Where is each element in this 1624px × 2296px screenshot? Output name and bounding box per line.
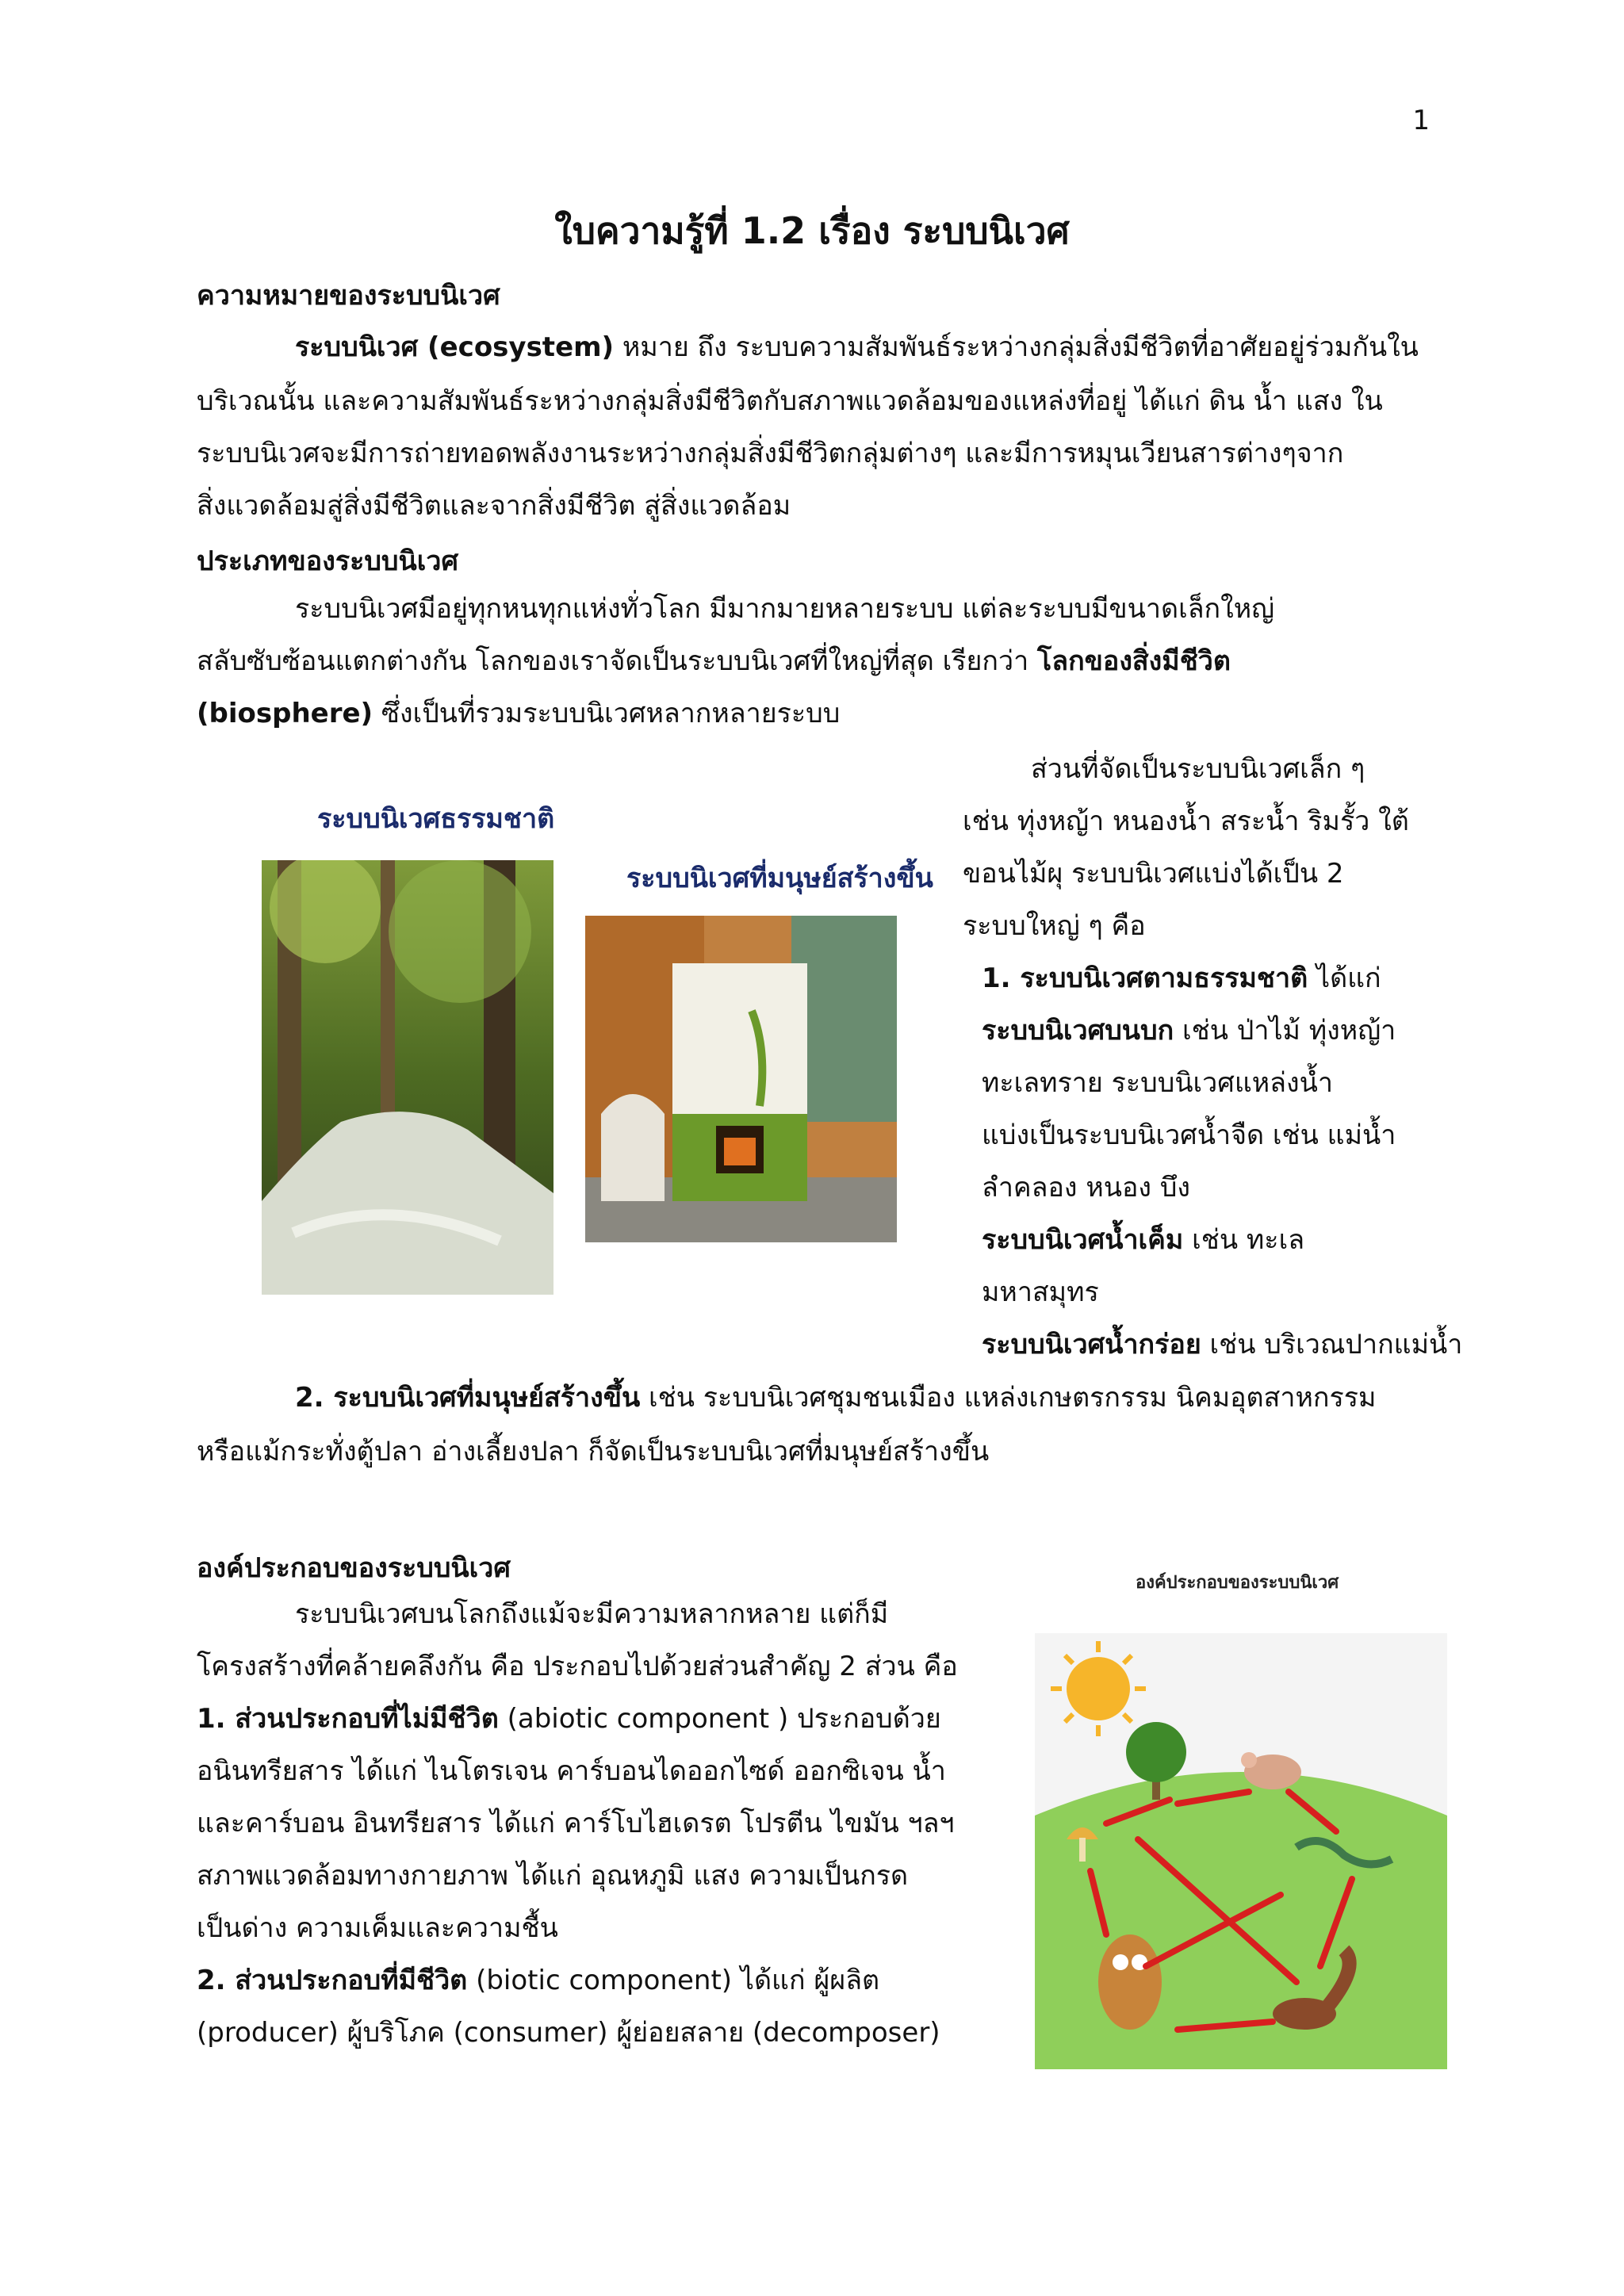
paragraph-line: (biosphere) ซึ่งเป็นที่รวมระบบนิเวศหลากหลายระบบ bbox=[197, 698, 841, 729]
ecosystem-components-illustration bbox=[1035, 1633, 1447, 2069]
paragraph-line: สิ่งแวดล้อมสู่สิ่งมีชีวิตและจากสิ่งมีชีวิต สู่สิ่งแวดล้อม bbox=[197, 490, 791, 522]
forest-stream-image bbox=[262, 860, 553, 1295]
man-made-ecosystem-caption: ระบบนิเวศที่มนุษย์สร้างขึ้น bbox=[626, 863, 933, 894]
paragraph-line: ระบบนิเวศมีอยู่ทุกหนทุกแห่งทั่วโลก มีมากมายหลายระบบ แต่ละระบบมีขนาดเล็กใหญ่ bbox=[295, 593, 1275, 625]
document-title: ใบความรู้ที่ 1.2 เรื่อง ระบบนิเวศ bbox=[554, 209, 1070, 252]
paragraph-line: ระบบนิเวศจะมีการถ่ายทอดพลังงานระหว่างกลุ่มสิ่งมีชีวิตกลุ่มต่างๆ และมีการหมุนเวียนสารต่างๆจาก bbox=[197, 438, 1344, 469]
heading-ecosystem-components: องค์ประกอบของระบบนิเวศ bbox=[197, 1552, 511, 1584]
page-number: 1 bbox=[1412, 105, 1430, 136]
ecosystem-types-column: ส่วนที่จัดเป็นระบบนิเวศเล็ก ๆ เช่น ทุ่งหญ้า หนองน้ำ สระน้ำ ริมรั้ว ใต้ ขอนไม้ผุ ระบบนิเวศแบ่งได้เป็น 2 ระบบใหญ่ ๆ คือ 1. ระบบนิเวศตามธรรมชาติ ได้แก่ ระบบนิเวศบนบก เช่น ป่าไม้ ทุ่งหญ้า ทะเลทราย ระบบนิเวศแหล่งน้ำ แบ่งเป็นระบบนิเวศน้ำจืด เช่น แม่น้ำ ลำคลอง หนอง บึง ระบบนิเวศน้ำเค็ม เช่น ทะเล มหาสมุทร ระบบนิเวศน้ำกร่อย เช่น บริเวณปากแม่น้ำ bbox=[963, 753, 1463, 1360]
term-ecosystem: ระบบนิเวศ (ecosystem) bbox=[295, 331, 615, 363]
components-figure-caption: องค์ประกอบของระบบนิเวศ bbox=[1136, 1573, 1339, 1593]
components-column: ระบบนิเวศบนโลกถึงแม้จะมีความหลากหลาย แต่ก็มี โครงสร้างที่คล้ายคลึงกัน คือ ประกอบไปด้วยส่วนสำคัญ 2 ส่วน คือ 1. ส่วนประกอบที่ไม่มีชีวิต (abiotic component ) ประกอบด้วย อนินทรียสาร ได้แก่ ไนโตรเจน คาร์บอนไดออกไซด์ ออกซิเจน น้ำ และคาร์บอน อินทรียสาร ได้แก่ คาร์โบไฮเดรต โปรตีน ไขมัน ฯลฯ สภาพแวดล้อมทางกายภาพ ได้แก่ อุณหภูมิ แสง ความเป็นกรด เป็นด่าง ความเค็มและความชื้น 2. ส่วนประกอบที่มีชีวิต (biotic component) ได้แก่ ผู้ผลิต (producer) ผู้บริโภค (consumer) ผู้ย่อยสลาย (decomposer) bbox=[197, 1598, 958, 2049]
paragraph-line: 2. ระบบนิเวศที่มนุษย์สร้างขึ้น เช่น ระบบนิเวศชุมชนเมือง แหล่งเกษตรกรรม นิคมอุตสาหกรรม bbox=[295, 1382, 1377, 1414]
heading-ecosystem-types: ประเภทของระบบนิเวศ bbox=[197, 545, 459, 577]
owl-icon bbox=[1098, 1934, 1162, 2030]
paragraph-line: ระบบนิเวศ (ecosystem) หมาย ถึง ระบบความสัมพันธ์ระหว่างกลุ่มสิ่งมีชีวิตที่อาศัยอยู่ร่วมกันใน bbox=[295, 331, 1419, 363]
natural-ecosystem-caption: ระบบนิเวศธรรมชาติ bbox=[317, 803, 555, 835]
paragraph-line: หรือแม้กระทั่งตู้ปลา อ่างเลี้ยงปลา ก็จัดเป็นระบบนิเวศที่มนุษย์สร้างขึ้น bbox=[197, 1436, 990, 1468]
paragraph-line: บริเวณนั้น และความสัมพันธ์ระหว่างกลุ่มสิ่งมีชีวิตกับสภาพแวดล้อมของแหล่งที่อยู่ ได้แก่ ดิน น้ำ แสง ใน bbox=[197, 385, 1383, 417]
paragraph-line: สลับซับซ้อนแตกต่างกัน โลกของเราจัดเป็นระบบนิเวศที่ใหญ่ที่สุด เรียกว่า โลกของสิ่งมีชีวิต bbox=[197, 645, 1231, 677]
indoor-stove-image bbox=[585, 916, 897, 1242]
heading-ecosystem-meaning: ความหมายของระบบนิเวศ bbox=[197, 280, 500, 312]
